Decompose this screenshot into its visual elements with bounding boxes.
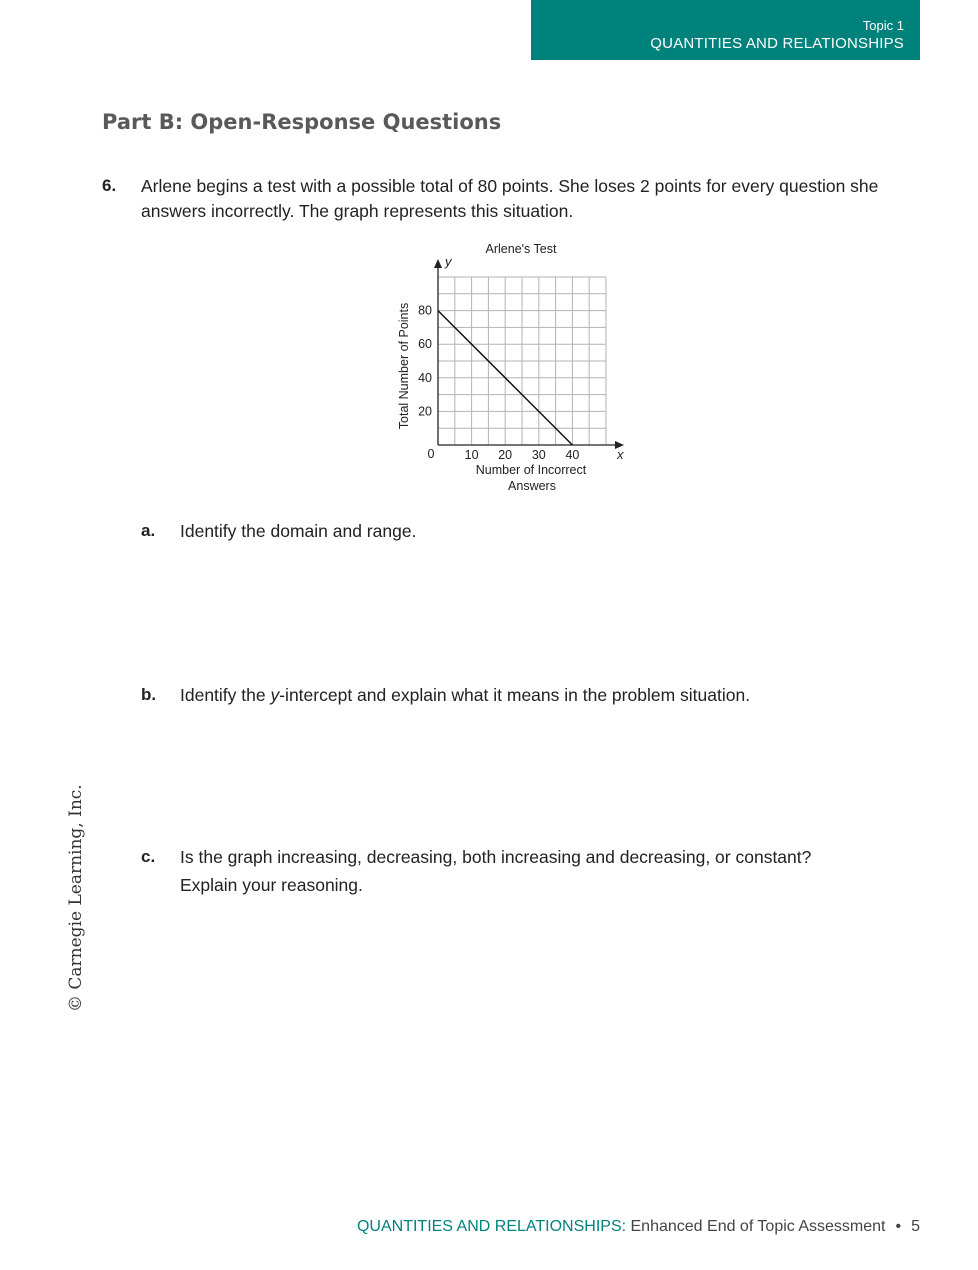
- question-text: Arlene begins a test with a possible total of 80 points. She loses 2 points for every question she answers incorrectly. The graph represents this situation.: [141, 176, 879, 221]
- page-footer: [357, 1218, 920, 1236]
- arlenes-test-chart: [380, 236, 640, 498]
- y-tick-labels: [418, 304, 432, 419]
- section-title: Part B: Open-Response Questions: [102, 110, 502, 134]
- topic-name: QUANTITIES AND RELATIONSHIPS: [650, 35, 904, 52]
- subquestion-b-text-before: Identify the: [180, 685, 271, 705]
- subquestion-b-label: b.: [141, 685, 157, 704]
- copyright-notice: © Carnegie Learning, Inc.: [66, 784, 86, 1012]
- topic-number: Topic 1: [862, 18, 904, 33]
- page-number: 5: [911, 1218, 920, 1235]
- x-tick-label: 10: [464, 448, 479, 462]
- topic-banner: [531, 0, 920, 60]
- subquestion-b-italic: y: [270, 685, 280, 705]
- x-axis-letter: x: [617, 447, 624, 462]
- y-axis-label: Total Number of Points: [397, 302, 411, 430]
- y-axis-arrow: [434, 259, 442, 268]
- x-axis-label-line1: Number of Incorrect: [475, 463, 587, 477]
- y-tick-label: 60: [418, 337, 432, 352]
- chart-grid: [438, 277, 606, 445]
- footer-topic: QUANTITIES AND RELATIONSHIPS:: [356, 1218, 627, 1235]
- subquestion-a-text: Identify the domain and range.: [180, 521, 417, 541]
- subquestion-c-label: c.: [141, 847, 156, 866]
- subquestion-b-text: [180, 681, 900, 709]
- x-tick-label: 20: [498, 448, 513, 462]
- subquestion-c-line2: Explain your reasoning.: [180, 875, 363, 895]
- x-tick-labels: [465, 448, 580, 462]
- question-number: 6.: [102, 176, 117, 195]
- subquestion-c-line1: Is the graph increasing, decreasing, both increasing and decreasing, or constant?: [180, 847, 812, 867]
- chart-axes: [434, 259, 624, 449]
- x-tick-label: 30: [531, 448, 546, 462]
- y-axis-letter: y: [445, 254, 452, 269]
- x-tick-label: 40: [565, 448, 580, 462]
- y-tick-label: 20: [418, 404, 432, 419]
- subquestion-b-text-after: -intercept and explain what it means in the problem situation.: [279, 685, 751, 705]
- footer-separator: •: [895, 1218, 902, 1235]
- subquestion-a-label: a.: [141, 521, 156, 540]
- y-tick-label: 40: [418, 370, 432, 385]
- chart-title: Arlene's Test: [485, 242, 557, 256]
- origin-label: 0: [427, 447, 435, 461]
- x-axis-label-line2: Answers: [508, 479, 556, 493]
- subquestion-c-text: [180, 843, 900, 899]
- footer-assessment: Enhanced End of Topic Assessment: [626, 1218, 886, 1235]
- y-tick-label: 80: [418, 303, 432, 318]
